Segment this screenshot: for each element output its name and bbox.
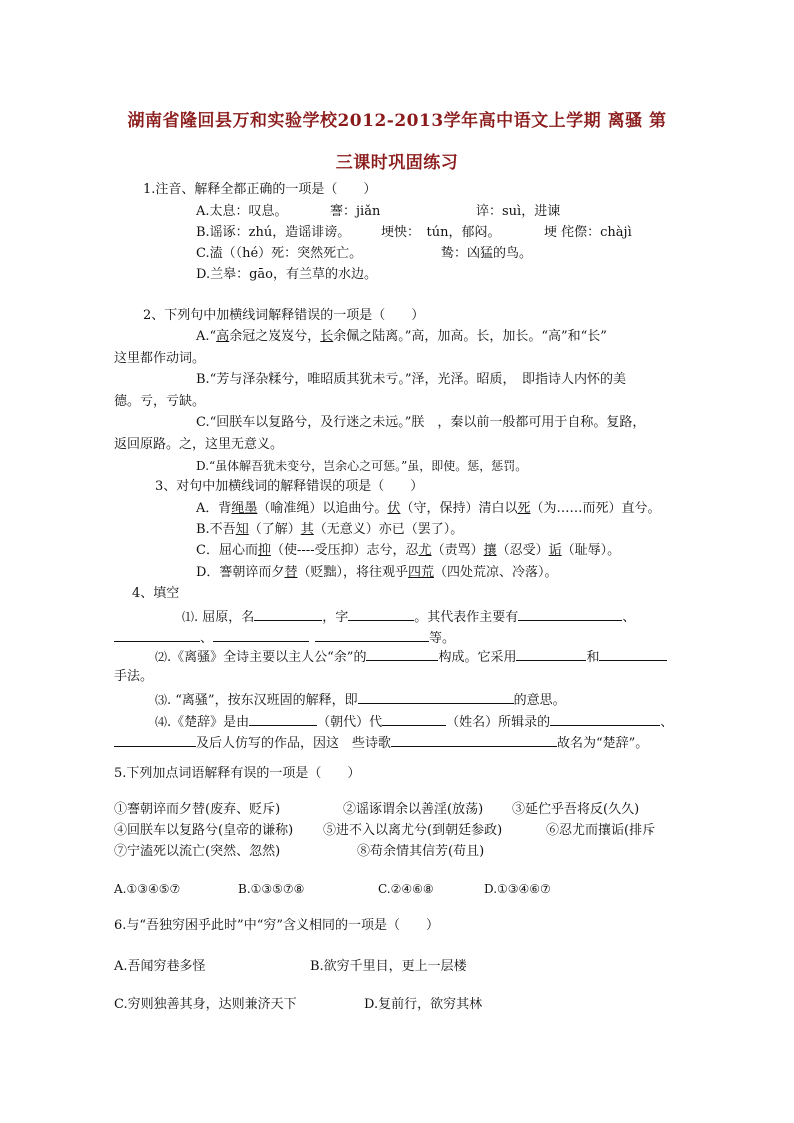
- blank-field[interactable]: [550, 711, 660, 726]
- q2-option-c-line1: C.“回朕车以复路兮，及行迷之未远。”朕 ，秦以前一般都可用于自称。复路，: [196, 415, 646, 430]
- q5-item-4: ④回朕车以复路兮(皇帝的谦称): [114, 823, 294, 838]
- q5-option-b: B.①③⑤⑦⑧: [238, 882, 305, 896]
- q4-part4-line1: ⑷.《楚辞》是由 （朝代）代 （姓名）所辑录的 、: [155, 711, 673, 732]
- blank-field[interactable]: [391, 732, 557, 747]
- q4-part4-line2: 及后人仿写的作品，因这 些诗歌 故名为“楚辞”。: [114, 732, 648, 753]
- q2-option-d: D.“虽体解吾犹未变兮，岂余心之可惩。”虽，即使。惩，惩罚。: [196, 459, 528, 473]
- q3-option-b: B.不吾知（了解）其（无意义）亦已（罢了）。: [196, 522, 464, 537]
- blank-field[interactable]: [358, 689, 514, 704]
- q1-option-b-part2: 埂怏： tún，郁闷。: [381, 225, 501, 240]
- blank-field[interactable]: [348, 606, 414, 621]
- blank-field[interactable]: [516, 646, 586, 661]
- q1-stem: 1.注音、解释全都正确的一项是（ ）: [143, 182, 377, 197]
- blank-field[interactable]: [599, 646, 667, 661]
- q5-option-c: C.②④⑥⑧: [378, 882, 434, 896]
- q5-stem: 5.下列加点词语解释有误的一项是（ ）: [114, 766, 361, 781]
- q5-item-2: ②谣诼谓余以善淫(放荡): [343, 802, 484, 817]
- q1-option-c-part2: 鸷：凶猛的鸟。: [441, 246, 533, 261]
- q5-item-8: ⑧苟余情其信芳(苟且): [357, 844, 485, 859]
- q6-stem: 6.与“吾独穷困乎此时”中“穷”含义相同的一项是（ ）: [114, 918, 439, 933]
- q6-option-c: C.穷则独善其身，达则兼济天下: [114, 997, 297, 1012]
- q5-item-6: ⑥忍尤而攘诟(排斥: [546, 823, 656, 838]
- blank-field[interactable]: [315, 627, 429, 642]
- q6-option-d: D.复前行，欲穷其林: [364, 997, 483, 1012]
- blank-field[interactable]: [249, 711, 317, 726]
- q1-option-c-part1: C.溘（（hé）死：突然死亡。: [196, 246, 363, 261]
- blank-field[interactable]: [518, 606, 622, 621]
- q4-stem: 4、填空: [132, 586, 180, 601]
- blank-field[interactable]: [213, 627, 309, 642]
- q1-option-d: D.兰皋：gāo，有兰草的水边。: [196, 267, 377, 282]
- q1-option-b-part3: 埂 侘傺：chàjì: [544, 225, 632, 240]
- q5-option-d: D.①③④⑥⑦: [484, 882, 551, 896]
- q2-option-a-line2: 这里都作动词。: [114, 351, 206, 366]
- q4-part1-line2: 、 等。: [114, 627, 455, 648]
- q5-option-a: A.①③④⑤⑦: [114, 882, 181, 896]
- q5-item-3: ③延伫乎吾将反(久久): [512, 802, 640, 817]
- q1-option-b-part1: B.谣诼：zhú，造谣诽谤。: [196, 225, 351, 240]
- q2-option-a-line1: A.“高余冠之岌岌兮，长余佩之陆离。”高，加高。长，加长。“高”和“长”: [196, 329, 607, 344]
- q4-part2-line2: 手法。: [114, 669, 154, 684]
- q3-option-d: D．謇朝谇而夕替（贬黜），将往观乎四荒（四处荒凉、冷落）。: [196, 565, 558, 580]
- q1-option-a-part3: 谇：suì，进谏: [476, 204, 561, 219]
- q6-option-a: A.吾闻穷巷多怪: [114, 959, 206, 974]
- blank-field[interactable]: [114, 627, 200, 642]
- q3-option-a: A．背绳墨（喻准绳）以追曲兮。伏（守，保持）清白以死（为……而死）直兮。: [196, 501, 661, 516]
- q4-part3: ⑶. “离骚”，按东汉班固的解释，即 的意思。: [155, 689, 566, 710]
- blank-field[interactable]: [366, 646, 438, 661]
- q6-option-b: B.欲穷千里目，更上一层楼: [310, 959, 467, 974]
- q1-option-a-part1: A.太息：叹息。: [196, 204, 288, 219]
- q2-option-b-line1: B.“芳与泽杂糅兮，唯昭质其犹未亏。”泽，光泽。昭质， 即指诗人内怀的美: [196, 372, 626, 387]
- q5-item-1: ①謇朝谇而夕替(废弃、贬斥): [114, 802, 281, 817]
- q2-option-c-line2: 返回原路。之，这里无意义。: [114, 437, 284, 452]
- q4-part2-line1: ⑵.《离骚》全诗主要以主人公“余”的 构成。它采用 和: [155, 646, 667, 667]
- blank-field[interactable]: [382, 711, 446, 726]
- q2-option-b-line2: 德。亏，亏缺。: [114, 394, 206, 409]
- blank-field[interactable]: [254, 606, 322, 621]
- q5-item-5: ⑤进不入以离尤兮(到朝廷参政): [323, 823, 503, 838]
- document-title-line2: 三课时巩固练习: [335, 153, 459, 173]
- q1-option-a-part2: 謇：jiǎn: [330, 204, 381, 219]
- q2-stem: 2、下列句中加横线词解释错误的一项是（ ）: [143, 308, 425, 323]
- q3-option-c: C．屈心而抑（使----受压抑）志兮，忍尤（责骂）攘（忍受）诟（耻辱）。: [196, 543, 621, 558]
- q4-part1-line1: ⑴. 屈原，名 ，字 。其代表作主要有 、: [182, 606, 635, 627]
- blank-field[interactable]: [114, 732, 196, 747]
- document-title-line1: 湖南省隆回县万和实验学校2012-2013学年高中语文上学期 离骚 第: [127, 111, 667, 131]
- q5-item-7: ⑦宁溘死以流亡(突然、忽然): [114, 844, 281, 859]
- q3-stem: 3、对句中加横线词的解释错误的项是（ ）: [155, 479, 424, 494]
